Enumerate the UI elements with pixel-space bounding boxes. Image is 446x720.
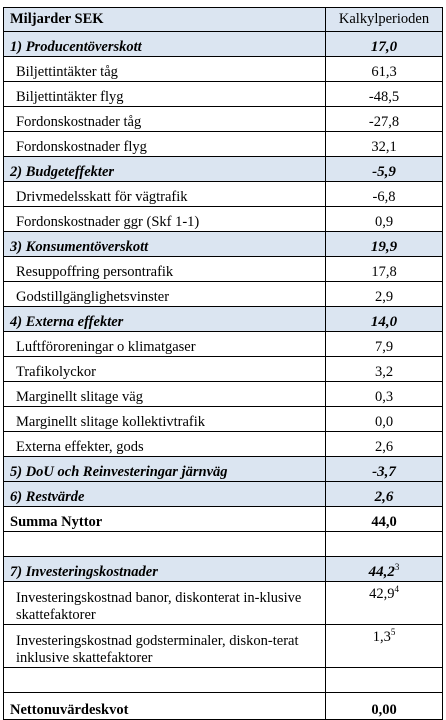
row-label: 6) Restvärde [4, 482, 326, 507]
row-label: Biljettintäkter tåg [4, 57, 326, 82]
row-label: 5) DoU och Reinvesteringar järnväg [4, 457, 326, 482]
row-label: Externa effekter, gods [4, 432, 326, 457]
value-text: 42,9 [369, 586, 395, 602]
row-value: 17,0 [326, 32, 443, 57]
cost-benefit-table [3, 7, 443, 720]
row-value: 14,0 [326, 307, 443, 332]
value-text: 44,2 [368, 564, 395, 580]
category-row [4, 307, 443, 332]
row-value [326, 557, 443, 582]
row-label: Drivmedelsskatt för vägtrafik [4, 182, 326, 207]
row-label: Luftföroreningar o klimatgaser [4, 332, 326, 357]
row-label: Fordonskostnader tåg [4, 107, 326, 132]
table-row [4, 182, 443, 207]
row-value: 2,6 [326, 482, 443, 507]
table-row [4, 357, 443, 382]
row-value: -5,9 [326, 157, 443, 182]
row-value: -27,8 [326, 107, 443, 132]
row-label: 4) Externa effekter [4, 307, 326, 332]
table-row [4, 82, 443, 107]
row-value [326, 625, 443, 668]
header-row [4, 8, 443, 32]
category-row [4, 482, 443, 507]
row-value: 0,0 [326, 407, 443, 432]
row-label: Nettonuvärdeskvot [4, 693, 326, 720]
row-label: 3) Konsumentöverskott [4, 232, 326, 257]
table-row [4, 132, 443, 157]
row-value: -6,8 [326, 182, 443, 207]
table-row [4, 582, 443, 625]
table-row [4, 332, 443, 357]
row-value: 0,9 [326, 207, 443, 232]
row-label: Investeringskostnad banor, diskonterat in-klusive skattefaktorer [4, 582, 326, 625]
row-value: 32,1 [326, 132, 443, 157]
row-value: 19,9 [326, 232, 443, 257]
row-value [326, 582, 443, 625]
value-text: 1,3 [372, 629, 391, 645]
row-label: Marginellt slitage kollektivtrafik [4, 407, 326, 432]
footnote-marker: 3 [394, 562, 400, 572]
row-value: -3,7 [326, 457, 443, 482]
row-value: 0,3 [326, 382, 443, 407]
row-label: Trafikolyckor [4, 357, 326, 382]
row-value: -48,5 [326, 82, 443, 107]
row-label: Summa Nyttor [4, 507, 326, 532]
category-row [4, 32, 443, 57]
table-row [4, 207, 443, 232]
table-row [4, 107, 443, 132]
row-value: 44,0 [326, 507, 443, 532]
table-row [4, 432, 443, 457]
header-period: Kalkylperioden [326, 8, 443, 32]
row-label: Godstillgänglighetsvinster [4, 282, 326, 307]
row-label: Biljettintäkter flyg [4, 82, 326, 107]
empty-row [4, 668, 443, 693]
row-label: Marginellt slitage väg [4, 382, 326, 407]
row-value: 3,2 [326, 357, 443, 382]
row-value: 0,00 [326, 693, 443, 720]
row-label: Fordonskostnader ggr (Skf 1-1) [4, 207, 326, 232]
table-row [4, 57, 443, 82]
header-label: Miljarder SEK [4, 8, 326, 32]
row-label: 1) Producentöverskott [4, 32, 326, 57]
row-value: 2,6 [326, 432, 443, 457]
table-row [4, 282, 443, 307]
row-label: 2) Budgeteffekter [4, 157, 326, 182]
row-label: 7) Investeringskostnader [4, 557, 326, 582]
category-row [4, 157, 443, 182]
row-label: Resuppoffring persontrafik [4, 257, 326, 282]
footnote-marker: 5 [390, 627, 396, 638]
category-row [4, 557, 443, 582]
table-row [4, 382, 443, 407]
category-row [4, 457, 443, 482]
row-value: 2,9 [326, 282, 443, 307]
row-value: 17,8 [326, 257, 443, 282]
row-value: 7,9 [326, 332, 443, 357]
summary-row [4, 507, 443, 532]
category-row [4, 232, 443, 257]
row-value: 61,3 [326, 57, 443, 82]
row-label: Investeringskostnad godsterminaler, diskon-terat inklusive skattefaktorer [4, 625, 326, 668]
empty-row [4, 532, 443, 557]
summary-row [4, 693, 443, 720]
row-label: Fordonskostnader flyg [4, 132, 326, 157]
table-row [4, 257, 443, 282]
table-row [4, 407, 443, 432]
footnote-marker: 4 [394, 584, 399, 595]
table-row [4, 625, 443, 668]
